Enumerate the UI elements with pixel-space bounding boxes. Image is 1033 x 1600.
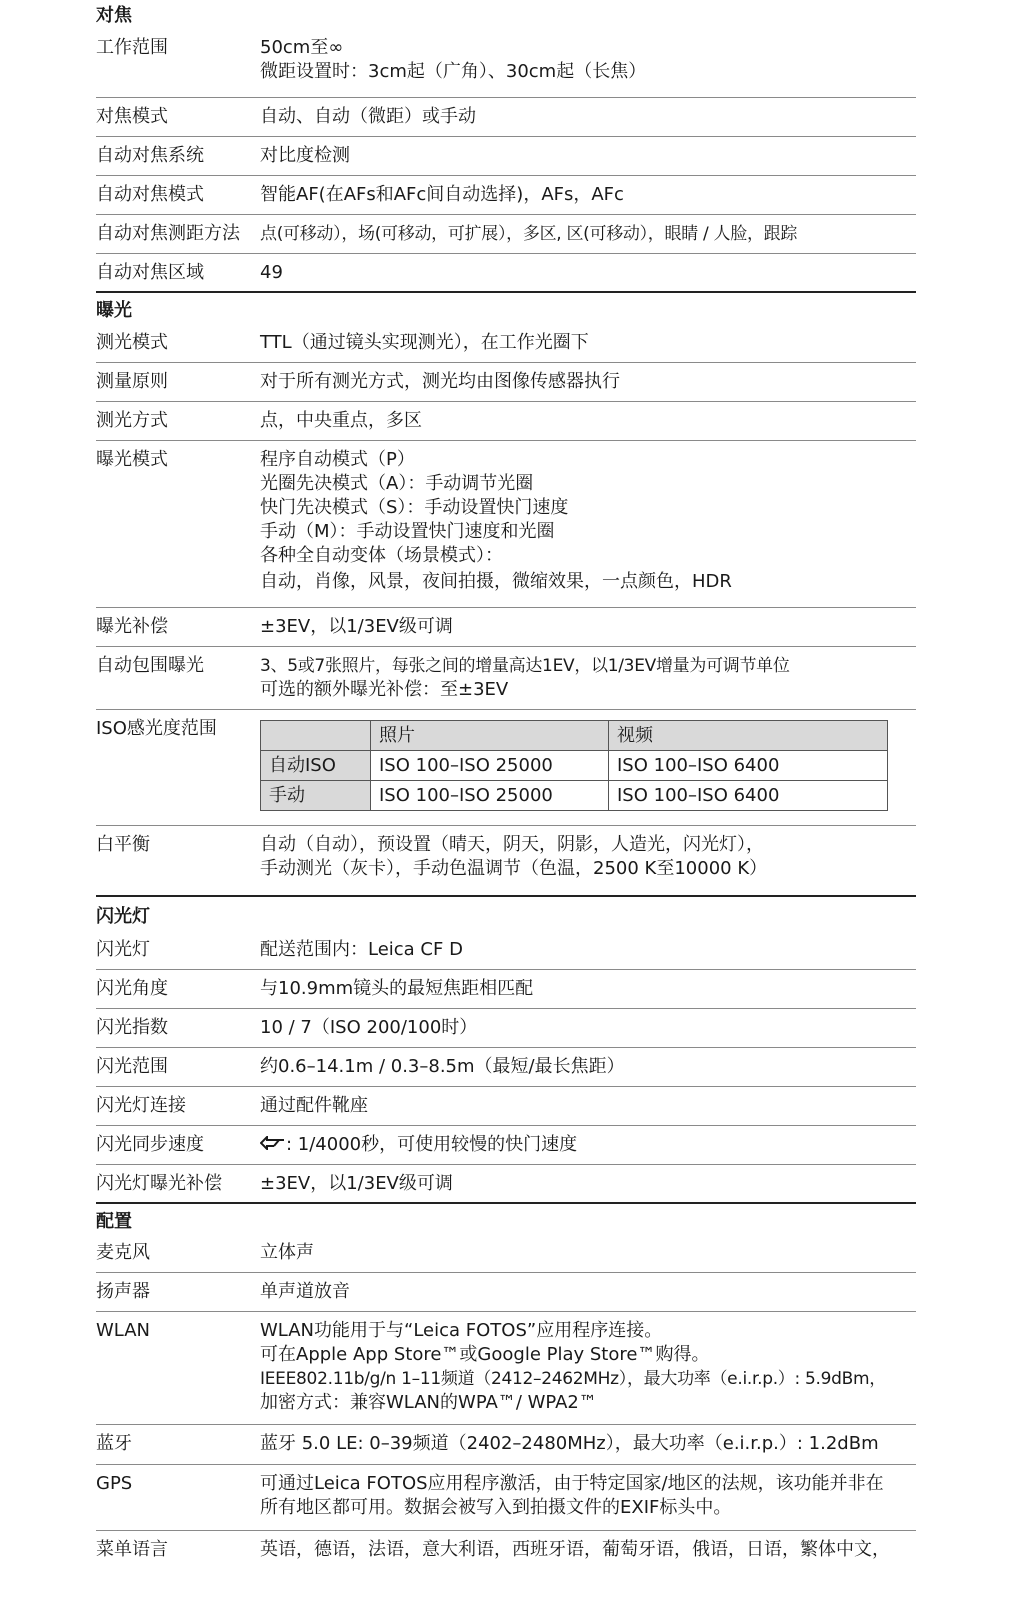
row-value [260,1009,916,1047]
value-line: 英语，德语，法语，意大利语，西班牙语，葡萄牙语，俄语，日语，繁体中文， [260,1539,890,1560]
spec-row [96,441,916,608]
table-header-cell: 照片 [371,721,609,751]
row-label: 自动对焦系统 [96,145,204,166]
spec-row [96,931,916,970]
row-label: 曝光模式 [96,449,168,470]
row-label: 自动包围曝光 [96,655,204,676]
row-value [260,29,916,97]
row-label: 对焦模式 [96,106,168,127]
row-value [260,1234,916,1272]
spec-row [96,176,916,215]
value-line: : 1/4000秒，可使用较慢的快门速度 [286,1134,578,1155]
spec-row [96,324,916,363]
row-label: 闪光灯连接 [96,1095,186,1116]
row-label: 扬声器 [96,1281,150,1302]
row-value [260,608,916,646]
row-label: GPS [96,1473,133,1494]
row-label: 自动对焦区域 [96,262,204,283]
spec-row [96,1048,916,1087]
value-line: 智能AF(在AFs和AFc间自动选择)，AFs，AFc [260,184,624,205]
row-value [260,1087,916,1125]
row-value [260,1465,916,1530]
value-line: 手动测光（灰卡），手动色温调节（色温，2500 K至10000 K） [260,858,768,879]
table-cell: 手动 [261,781,371,811]
value-line: 可通过Leica FOTOS应用程序激活，由于特定国家/地区的法规，该功能并非在 [260,1473,884,1494]
row-value [260,1312,916,1424]
spec-row [96,402,916,441]
spec-row [96,1312,916,1425]
row-label: ISO感光度范围 [96,718,217,739]
spec-row [96,826,916,897]
value-line: 点(可移动），场(可移动，可扩展），多区, 区(可移动），眼睛 / 人脸，跟踪 [260,224,798,244]
row-value [260,826,916,895]
spec-row [96,29,916,98]
value-line: 单声道放音 [260,1281,350,1302]
table-header-cell [261,721,371,751]
value-line: 通过配件靴座 [260,1095,368,1116]
value-line: 10 / 7（ISO 200/100时） [260,1017,478,1038]
value-line: 加密方式：兼容WLAN的WPA™/ WPA2™ [260,1392,597,1413]
row-label: 测光方式 [96,410,168,431]
value-line: 配送范围内：Leica CF D [260,939,463,960]
row-value [260,931,916,969]
row-value [260,647,916,709]
value-line: 49 [260,262,283,283]
table-header-row [261,721,888,751]
spec-row [96,970,916,1009]
value-line: 各种全自动变体（场景模式）： [260,545,503,566]
spec-row [96,98,916,137]
table-row [261,751,888,781]
value-line: 对于所有测光方式，测光均由图像传感器执行 [260,371,620,392]
row-label: 闪光指数 [96,1017,168,1038]
value-line: 自动（自动），预设置（晴天，阴天，阴影，人造光，闪光灯）， [260,834,764,855]
row-value [260,363,916,401]
value-line: IEEE802.11b/g/n 1–11频道（2412–2462MHz），最大功率（e.i.r.p.）: 5.9dBm， [260,1369,886,1389]
spec-row [96,1126,916,1165]
value-line: 对比度检测 [260,145,350,166]
row-label: 测量原则 [96,371,168,392]
value-line: ±3EV，以1/3EV级可调 [260,616,453,637]
spec-row [96,1087,916,1126]
row-label: 工作范围 [96,37,168,58]
row-value [260,1165,916,1202]
value-line: 光圈先决模式（A）：手动调节光圈 [260,473,534,494]
section-title-flash: 闪光灯 [96,906,150,927]
table-row [261,781,888,811]
spec-row [96,1234,916,1273]
row-value [260,98,916,136]
spec-row [96,215,916,254]
value-line: ±3EV，以1/3EV级可调 [260,1173,453,1194]
spec-row [96,1273,916,1312]
value-line: 微距设置时：3cm起（广角）、30cm起（长焦） [260,61,647,82]
spec-row [96,1425,916,1465]
row-label: 闪光灯曝光补偿 [96,1173,222,1194]
row-value [260,1048,916,1086]
spec-row [96,137,916,176]
value-line: 立体声 [260,1242,314,1263]
row-label: WLAN [96,1320,151,1341]
row-label: 菜单语言 [96,1539,168,1560]
row-value [260,215,916,253]
spec-row [96,1531,916,1570]
value-line: 所有地区都可用。数据会被写入到拍摄文件的EXIF标头中。 [260,1497,732,1518]
row-value [260,710,916,825]
value-line: 自动，肖像，风景，夜间拍摄，微缩效果，一点颜色，HDR [260,571,732,592]
row-value [260,1273,916,1311]
section-title-exposure: 曝光 [96,300,132,321]
row-value [260,254,916,291]
spec-sheet [96,0,916,1570]
table-cell: ISO 100–ISO 6400 [609,751,888,781]
row-label: 闪光范围 [96,1056,168,1077]
row-value [260,402,916,440]
row-value [260,324,916,362]
row-label: 麦克风 [96,1242,150,1263]
value-line: 点，中央重点，多区 [260,410,422,431]
value-line: TTL（通过镜头实现测光），在工作光圈下 [260,332,589,353]
table-cell: 自动ISO [261,751,371,781]
value-line: 手动（M）：手动设置快门速度和光圈 [260,521,555,542]
section-title-equipment: 配置 [96,1211,132,1232]
value-line: 快门先决模式（S）：手动设置快门速度 [260,497,569,518]
row-label: 闪光灯 [96,939,150,960]
row-label: 自动对焦模式 [96,184,204,205]
row-value [260,1425,916,1464]
row-value [260,970,916,1008]
row-label: 闪光角度 [96,978,168,999]
value-line: 约0.6–14.1m / 0.3–8.5m（最短/最长焦距） [260,1056,625,1077]
section-title-focus: 对焦 [96,5,132,26]
spec-row [96,647,916,710]
row-label: 闪光同步速度 [96,1134,204,1155]
spec-row [96,363,916,402]
value-line: 可在Apple App Store™或Google Play Store™购得。 [260,1344,710,1365]
iso-table [260,720,888,811]
value-line: 程序自动模式（P） [260,449,415,470]
row-value [260,1126,916,1164]
row-value [260,176,916,214]
row-value [260,441,916,607]
table-header-cell: 视频 [609,721,888,751]
spec-row [96,254,916,293]
row-label: 曝光补偿 [96,616,168,637]
row-value [260,1531,916,1570]
spec-row [96,608,916,647]
spec-row-iso [96,710,916,826]
value-line: 蓝牙 5.0 LE: 0–39频道（2402–2480MHz），最大功率（e.i.r.p.）: 1.2dBm [260,1433,879,1454]
spec-row [96,1009,916,1048]
value-line: WLAN功能用于与“Leica FOTOS”应用程序连接。 [260,1320,663,1341]
row-label: 测光模式 [96,332,168,353]
value-line: 50cm至∞ [260,37,344,58]
value-line: 与10.9mm镜头的最短焦距相匹配 [260,978,534,999]
row-label: 白平衡 [96,834,150,855]
flash-sync-icon [260,1133,286,1157]
table-cell: ISO 100–ISO 6400 [609,781,888,811]
row-label: 自动对焦测距方法 [96,223,240,244]
value-line: 3、5或7张照片，每张之间的增量高达1EV，以1/3EV增量为可调节单位 [260,656,790,676]
value-line: 可选的额外曝光补偿：至±3EV [260,679,509,700]
spec-row [96,1465,916,1531]
table-cell: ISO 100–ISO 25000 [371,781,609,811]
row-label: 蓝牙 [96,1433,132,1454]
table-cell: ISO 100–ISO 25000 [371,751,609,781]
spec-row [96,1165,916,1204]
row-value [260,137,916,175]
value-line: 自动、自动（微距）或手动 [260,106,476,127]
